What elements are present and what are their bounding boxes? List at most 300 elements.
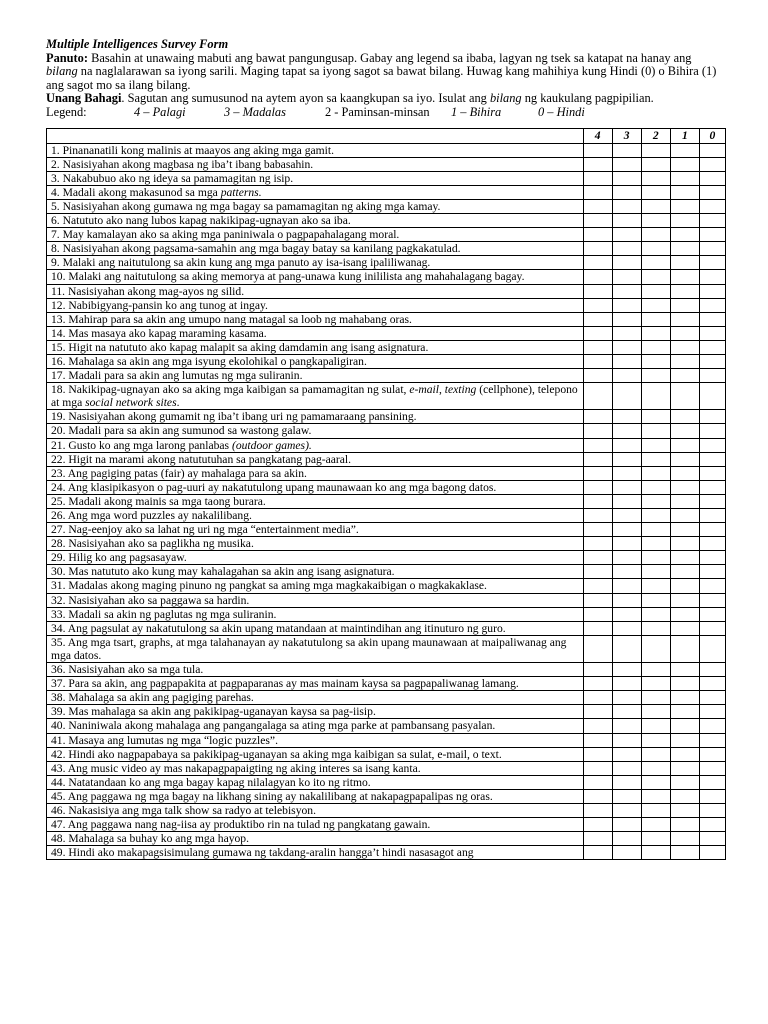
table-row: [47, 593, 726, 607]
rating-cell-3[interactable]: [612, 803, 641, 817]
rating-cell-0[interactable]: [699, 621, 725, 635]
table-row: [47, 803, 726, 817]
rating-cell-1[interactable]: [670, 537, 699, 551]
rating-cell-2[interactable]: [641, 607, 670, 621]
rating-cell-1[interactable]: [670, 452, 699, 466]
rating-cell-2[interactable]: [641, 832, 670, 846]
table-row: [47, 270, 726, 284]
rating-cell-4[interactable]: [583, 621, 612, 635]
rating-cell-4[interactable]: [583, 551, 612, 565]
rating-cell-3[interactable]: [612, 438, 641, 452]
rating-cell-4[interactable]: [583, 284, 612, 298]
rating-cell-3[interactable]: [612, 143, 641, 157]
rating-cell-0[interactable]: [699, 143, 725, 157]
column-header-3: 3: [612, 129, 641, 143]
rating-cell-0[interactable]: [699, 846, 725, 860]
rating-cell-2[interactable]: [641, 480, 670, 494]
rating-cell-0[interactable]: [699, 312, 725, 326]
rating-cell-2[interactable]: [641, 719, 670, 733]
part-text-a: . Sagutan ang sumusunod na aytem ayon sa kaangkupan sa iyo. Isulat ang: [121, 91, 490, 106]
rating-cell-3[interactable]: [612, 523, 641, 537]
rating-cell-3[interactable]: [612, 747, 641, 761]
table-row: [47, 438, 726, 452]
rating-cell-0[interactable]: [699, 607, 725, 621]
rating-cell-2[interactable]: [641, 565, 670, 579]
rating-cell-0[interactable]: [699, 424, 725, 438]
rating-cell-4[interactable]: [583, 607, 612, 621]
rating-cell-2[interactable]: [641, 157, 670, 171]
rating-cell-1[interactable]: [670, 424, 699, 438]
rating-cell-0[interactable]: [699, 199, 725, 213]
rating-cell-0[interactable]: [699, 452, 725, 466]
table-row: [47, 214, 726, 228]
survey-item-text: 23. Ang pagiging patas (fair) ay mahalaga para sa akin.: [47, 466, 584, 480]
rating-cell-2[interactable]: [641, 523, 670, 537]
rating-cell-1[interactable]: [670, 410, 699, 424]
survey-item-text: 26. Ang mga word puzzles ay nakalilibang.: [47, 509, 584, 523]
rating-cell-4[interactable]: [583, 199, 612, 213]
rating-cell-4[interactable]: [583, 369, 612, 383]
legend: [46, 106, 726, 120]
table-row: [47, 410, 726, 424]
rating-cell-0[interactable]: [699, 383, 725, 410]
rating-cell-1[interactable]: [670, 677, 699, 691]
rating-cell-2[interactable]: [641, 803, 670, 817]
rating-cell-1[interactable]: [670, 171, 699, 185]
table-row: [47, 551, 726, 565]
rating-cell-3[interactable]: [612, 691, 641, 705]
rating-cell-2[interactable]: [641, 537, 670, 551]
rating-cell-3[interactable]: [612, 509, 641, 523]
rating-cell-2[interactable]: [641, 171, 670, 185]
survey-item-text: 47. Ang paggawa nang nag-iisa ay produktibo rin na tulad ng pangkatang gawain.: [47, 818, 584, 832]
table-row: [47, 537, 726, 551]
rating-cell-2[interactable]: [641, 354, 670, 368]
rating-cell-2[interactable]: [641, 705, 670, 719]
rating-cell-1[interactable]: [670, 635, 699, 662]
rating-cell-1[interactable]: [670, 298, 699, 312]
rating-cell-3[interactable]: [612, 242, 641, 256]
rating-cell-2[interactable]: [641, 466, 670, 480]
rating-cell-3[interactable]: [612, 663, 641, 677]
rating-cell-1[interactable]: [670, 565, 699, 579]
rating-cell-4[interactable]: [583, 775, 612, 789]
rating-cell-0[interactable]: [699, 509, 725, 523]
rating-cell-2[interactable]: [641, 761, 670, 775]
survey-item-text: 24. Ang klasipikasyon o pag-uuri ay nakatutulong upang maunawaan ko ang mga bagong datos.: [47, 480, 584, 494]
survey-item-text: 10. Malaki ang naitutulong sa aking memorya at pang-unawa kung inililista ang mahahalagang bagay.: [47, 270, 584, 284]
rating-cell-0[interactable]: [699, 691, 725, 705]
legend-item: 1 – Bihira: [451, 104, 502, 119]
rating-cell-3[interactable]: [612, 846, 641, 860]
rating-cell-2[interactable]: [641, 677, 670, 691]
rating-cell-3[interactable]: [612, 369, 641, 383]
table-row: [47, 494, 726, 508]
rating-cell-3[interactable]: [612, 551, 641, 565]
rating-cell-4[interactable]: [583, 537, 612, 551]
rating-cell-4[interactable]: [583, 832, 612, 846]
rating-cell-3[interactable]: [612, 312, 641, 326]
rating-cell-2[interactable]: [641, 579, 670, 593]
rating-cell-2[interactable]: [641, 509, 670, 523]
rating-cell-2[interactable]: [641, 312, 670, 326]
rating-cell-1[interactable]: [670, 256, 699, 270]
rating-cell-3[interactable]: [612, 733, 641, 747]
rating-cell-3[interactable]: [612, 354, 641, 368]
rating-cell-0[interactable]: [699, 270, 725, 284]
item-column-header: [47, 129, 584, 143]
rating-cell-4[interactable]: [583, 256, 612, 270]
table-row: [47, 832, 726, 846]
survey-item-text: 45. Ang paggawa ng mga bagay na likhang sining ay nakalilibang at nakapagpapalipas ng oras.: [47, 789, 584, 803]
rating-cell-2[interactable]: [641, 199, 670, 213]
table-body: [47, 143, 726, 860]
rating-cell-1[interactable]: [670, 761, 699, 775]
rating-cell-0[interactable]: [699, 298, 725, 312]
table-row: [47, 326, 726, 340]
rating-cell-1[interactable]: [670, 719, 699, 733]
survey-item-text: 6. Natututo ako nang lubos kapag nakikipag-ugnayan ako sa iba.: [47, 214, 584, 228]
rating-cell-3[interactable]: [612, 410, 641, 424]
rating-cell-3[interactable]: [612, 705, 641, 719]
rating-cell-4[interactable]: [583, 157, 612, 171]
rating-cell-0[interactable]: [699, 803, 725, 817]
rating-cell-0[interactable]: [699, 228, 725, 242]
rating-cell-3[interactable]: [612, 326, 641, 340]
rating-cell-4[interactable]: [583, 846, 612, 860]
rating-cell-3[interactable]: [612, 494, 641, 508]
part-emphasis: bilang: [489, 91, 522, 106]
table-row: [47, 284, 726, 298]
rating-cell-0[interactable]: [699, 340, 725, 354]
rating-cell-0[interactable]: [699, 832, 725, 846]
rating-cell-4[interactable]: [583, 270, 612, 284]
rating-cell-3[interactable]: [612, 635, 641, 662]
table-row: [47, 621, 726, 635]
rating-cell-1[interactable]: [670, 214, 699, 228]
rating-cell-2[interactable]: [641, 214, 670, 228]
rating-cell-1[interactable]: [670, 509, 699, 523]
survey-item-text: 32. Nasisiyahan ako sa paggawa sa hardin.: [47, 593, 584, 607]
rating-cell-2[interactable]: [641, 143, 670, 157]
rating-cell-4[interactable]: [583, 789, 612, 803]
rating-cell-3[interactable]: [612, 832, 641, 846]
rating-cell-4[interactable]: [583, 298, 612, 312]
rating-cell-0[interactable]: [699, 369, 725, 383]
rating-cell-1[interactable]: [670, 551, 699, 565]
rating-cell-4[interactable]: [583, 579, 612, 593]
rating-cell-1[interactable]: [670, 228, 699, 242]
rating-cell-3[interactable]: [612, 424, 641, 438]
rating-cell-1[interactable]: [670, 354, 699, 368]
rating-cell-0[interactable]: [699, 747, 725, 761]
rating-cell-2[interactable]: [641, 452, 670, 466]
rating-cell-4[interactable]: [583, 691, 612, 705]
survey-item-text: 8. Nasisiyahan akong pagsama-samahin ang mga bagay batay sa kanilang pagkakatulad.: [47, 242, 584, 256]
rating-cell-1[interactable]: [670, 185, 699, 199]
rating-cell-1[interactable]: [670, 199, 699, 213]
rating-cell-1[interactable]: [670, 832, 699, 846]
rating-cell-2[interactable]: [641, 270, 670, 284]
rating-cell-1[interactable]: [670, 369, 699, 383]
rating-cell-1[interactable]: [670, 803, 699, 817]
rating-cell-4[interactable]: [583, 410, 612, 424]
rating-cell-0[interactable]: [699, 593, 725, 607]
rating-cell-3[interactable]: [612, 565, 641, 579]
rating-cell-0[interactable]: [699, 761, 725, 775]
column-header-4: 4: [583, 129, 612, 143]
rating-cell-0[interactable]: [699, 733, 725, 747]
rating-cell-4[interactable]: [583, 509, 612, 523]
part-label: Unang Bahagi: [46, 91, 122, 106]
rating-cell-3[interactable]: [612, 340, 641, 354]
rating-cell-3[interactable]: [612, 452, 641, 466]
rating-cell-4[interactable]: [583, 424, 612, 438]
rating-cell-0[interactable]: [699, 157, 725, 171]
rating-cell-2[interactable]: [641, 424, 670, 438]
rating-cell-0[interactable]: [699, 410, 725, 424]
rating-cell-2[interactable]: [641, 326, 670, 340]
rating-cell-2[interactable]: [641, 747, 670, 761]
rating-cell-2[interactable]: [641, 228, 670, 242]
rating-cell-3[interactable]: [612, 719, 641, 733]
rating-cell-4[interactable]: [583, 733, 612, 747]
rating-cell-0[interactable]: [699, 789, 725, 803]
survey-item-text: 36. Nasisiyahan ako sa mga tula.: [47, 663, 584, 677]
rating-cell-4[interactable]: [583, 523, 612, 537]
rating-cell-1[interactable]: [670, 466, 699, 480]
rating-cell-1[interactable]: [670, 818, 699, 832]
rating-cell-3[interactable]: [612, 199, 641, 213]
rating-cell-2[interactable]: [641, 383, 670, 410]
rating-cell-2[interactable]: [641, 733, 670, 747]
table-row: [47, 452, 726, 466]
survey-item-text: 19. Nasisiyahan akong gumamit ng iba’t ibang uri ng pamamaraang pansining.: [47, 410, 584, 424]
rating-cell-2[interactable]: [641, 298, 670, 312]
rating-cell-0[interactable]: [699, 579, 725, 593]
rating-cell-4[interactable]: [583, 677, 612, 691]
survey-item-text: 20. Madali para sa akin ang sumunod sa wastong galaw.: [47, 424, 584, 438]
rating-cell-1[interactable]: [670, 157, 699, 171]
rating-cell-1[interactable]: [670, 705, 699, 719]
rating-cell-3[interactable]: [612, 270, 641, 284]
rating-cell-2[interactable]: [641, 818, 670, 832]
rating-cell-3[interactable]: [612, 228, 641, 242]
rating-cell-4[interactable]: [583, 747, 612, 761]
rating-cell-2[interactable]: [641, 635, 670, 662]
rating-cell-3[interactable]: [612, 284, 641, 298]
rating-cell-0[interactable]: [699, 537, 725, 551]
rating-cell-1[interactable]: [670, 846, 699, 860]
rating-cell-4[interactable]: [583, 242, 612, 256]
rating-cell-4[interactable]: [583, 438, 612, 452]
rating-cell-3[interactable]: [612, 185, 641, 199]
rating-cell-0[interactable]: [699, 480, 725, 494]
rating-cell-4[interactable]: [583, 818, 612, 832]
table-row: [47, 171, 726, 185]
rating-cell-0[interactable]: [699, 326, 725, 340]
rating-cell-3[interactable]: [612, 256, 641, 270]
rating-cell-2[interactable]: [641, 410, 670, 424]
rating-cell-4[interactable]: [583, 705, 612, 719]
rating-cell-0[interactable]: [699, 354, 725, 368]
legend-item: 0 – Hindi: [538, 104, 585, 119]
rating-cell-4[interactable]: [583, 340, 612, 354]
rating-cell-3[interactable]: [612, 818, 641, 832]
rating-cell-4[interactable]: [583, 171, 612, 185]
rating-cell-0[interactable]: [699, 551, 725, 565]
column-header-2: 2: [641, 129, 670, 143]
rating-cell-0[interactable]: [699, 818, 725, 832]
table-row: [47, 579, 726, 593]
rating-cell-2[interactable]: [641, 438, 670, 452]
rating-cell-4[interactable]: [583, 494, 612, 508]
table-row: [47, 775, 726, 789]
table-row: [47, 733, 726, 747]
rating-cell-0[interactable]: [699, 214, 725, 228]
rating-cell-1[interactable]: [670, 523, 699, 537]
rating-cell-0[interactable]: [699, 438, 725, 452]
rating-cell-1[interactable]: [670, 607, 699, 621]
rating-cell-2[interactable]: [641, 846, 670, 860]
rating-cell-0[interactable]: [699, 523, 725, 537]
rating-cell-4[interactable]: [583, 228, 612, 242]
rating-cell-1[interactable]: [670, 340, 699, 354]
rating-cell-2[interactable]: [641, 663, 670, 677]
rating-cell-2[interactable]: [641, 551, 670, 565]
rating-cell-0[interactable]: [699, 242, 725, 256]
rating-cell-0[interactable]: [699, 256, 725, 270]
survey-item-text: 42. Hindi ako nagpapabaya sa pakikipag-uganayan sa aking mga kaibigan sa sulat, e-mail, o text.: [47, 747, 584, 761]
rating-cell-3[interactable]: [612, 383, 641, 410]
rating-cell-3[interactable]: [612, 579, 641, 593]
rating-cell-1[interactable]: [670, 691, 699, 705]
rating-cell-1[interactable]: [670, 326, 699, 340]
survey-item-text: 46. Nakasisiya ang mga talk show sa radyo at telebisyon.: [47, 803, 584, 817]
table-row: [47, 312, 726, 326]
rating-cell-0[interactable]: [699, 705, 725, 719]
rating-cell-2[interactable]: [641, 621, 670, 635]
rating-cell-2[interactable]: [641, 185, 670, 199]
rating-cell-3[interactable]: [612, 157, 641, 171]
rating-cell-2[interactable]: [641, 369, 670, 383]
rating-cell-4[interactable]: [583, 565, 612, 579]
rating-cell-3[interactable]: [612, 775, 641, 789]
rating-cell-4[interactable]: [583, 312, 612, 326]
survey-document: [46, 38, 726, 860]
rating-cell-0[interactable]: [699, 494, 725, 508]
rating-cell-0[interactable]: [699, 171, 725, 185]
rating-cell-2[interactable]: [641, 593, 670, 607]
rating-cell-0[interactable]: [699, 635, 725, 662]
rating-cell-3[interactable]: [612, 677, 641, 691]
rating-cell-0[interactable]: [699, 185, 725, 199]
rating-cell-1[interactable]: [670, 383, 699, 410]
rating-cell-1[interactable]: [670, 438, 699, 452]
rating-cell-2[interactable]: [641, 775, 670, 789]
rating-cell-3[interactable]: [612, 171, 641, 185]
rating-cell-4[interactable]: [583, 143, 612, 157]
rating-cell-2[interactable]: [641, 494, 670, 508]
rating-cell-3[interactable]: [612, 298, 641, 312]
survey-item-text: 22. Higit na marami akong natututuhan sa pangkatang pag-aaral.: [47, 452, 584, 466]
rating-cell-4[interactable]: [583, 214, 612, 228]
rating-cell-2[interactable]: [641, 691, 670, 705]
rating-cell-2[interactable]: [641, 340, 670, 354]
rating-cell-4[interactable]: [583, 635, 612, 662]
rating-cell-1[interactable]: [670, 663, 699, 677]
rating-cell-2[interactable]: [641, 256, 670, 270]
rating-cell-3[interactable]: [612, 761, 641, 775]
rating-cell-3[interactable]: [612, 537, 641, 551]
rating-cell-4[interactable]: [583, 803, 612, 817]
rating-cell-4[interactable]: [583, 326, 612, 340]
rating-cell-4[interactable]: [583, 383, 612, 410]
rating-cell-1[interactable]: [670, 747, 699, 761]
rating-cell-1[interactable]: [670, 284, 699, 298]
rating-cell-3[interactable]: [612, 214, 641, 228]
rating-cell-0[interactable]: [699, 663, 725, 677]
rating-cell-3[interactable]: [612, 789, 641, 803]
rating-cell-4[interactable]: [583, 354, 612, 368]
rating-cell-4[interactable]: [583, 719, 612, 733]
rating-cell-1[interactable]: [670, 480, 699, 494]
survey-item-text: 17. Madali para sa akin ang lumutas ng mga suliranin.: [47, 369, 584, 383]
rating-cell-3[interactable]: [612, 466, 641, 480]
rating-cell-1[interactable]: [670, 733, 699, 747]
rating-cell-3[interactable]: [612, 621, 641, 635]
table-row: [47, 242, 726, 256]
rating-cell-1[interactable]: [670, 775, 699, 789]
rating-cell-3[interactable]: [612, 593, 641, 607]
table-row: [47, 383, 726, 410]
rating-cell-0[interactable]: [699, 466, 725, 480]
rating-cell-1[interactable]: [670, 494, 699, 508]
rating-cell-0[interactable]: [699, 565, 725, 579]
rating-cell-0[interactable]: [699, 284, 725, 298]
rating-cell-4[interactable]: [583, 593, 612, 607]
table-header-row: [47, 129, 726, 143]
rating-cell-4[interactable]: [583, 466, 612, 480]
rating-cell-2[interactable]: [641, 242, 670, 256]
rating-cell-1[interactable]: [670, 593, 699, 607]
rating-cell-0[interactable]: [699, 719, 725, 733]
rating-cell-1[interactable]: [670, 579, 699, 593]
rating-cell-1[interactable]: [670, 242, 699, 256]
rating-cell-4[interactable]: [583, 761, 612, 775]
rating-cell-1[interactable]: [670, 621, 699, 635]
rating-cell-4[interactable]: [583, 452, 612, 466]
survey-item-text: 40. Naniniwala akong mahalaga ang pangangalaga sa ating mga parke at pambansang pasyalan.: [47, 719, 584, 733]
survey-item-text: 14. Mas masaya ako kapag maraming kasama.: [47, 326, 584, 340]
rating-cell-0[interactable]: [699, 677, 725, 691]
rating-cell-4[interactable]: [583, 663, 612, 677]
rating-cell-0[interactable]: [699, 775, 725, 789]
rating-cell-1[interactable]: [670, 143, 699, 157]
rating-cell-2[interactable]: [641, 789, 670, 803]
part-text-b: ng kaukulang pagpipilian.: [521, 91, 654, 106]
rating-cell-4[interactable]: [583, 480, 612, 494]
rating-cell-1[interactable]: [670, 270, 699, 284]
rating-cell-1[interactable]: [670, 312, 699, 326]
survey-item-text: 15. Higit na natututo ako kapag malapit sa aking damdamin ang isang asignatura.: [47, 340, 584, 354]
rating-cell-1[interactable]: [670, 789, 699, 803]
rating-cell-4[interactable]: [583, 185, 612, 199]
rating-cell-3[interactable]: [612, 480, 641, 494]
survey-item-text: 31. Madalas akong maging pinuno ng pangkat sa aming mga magkakaibigan o magkakaklase.: [47, 579, 584, 593]
rating-cell-2[interactable]: [641, 284, 670, 298]
rating-cell-3[interactable]: [612, 607, 641, 621]
